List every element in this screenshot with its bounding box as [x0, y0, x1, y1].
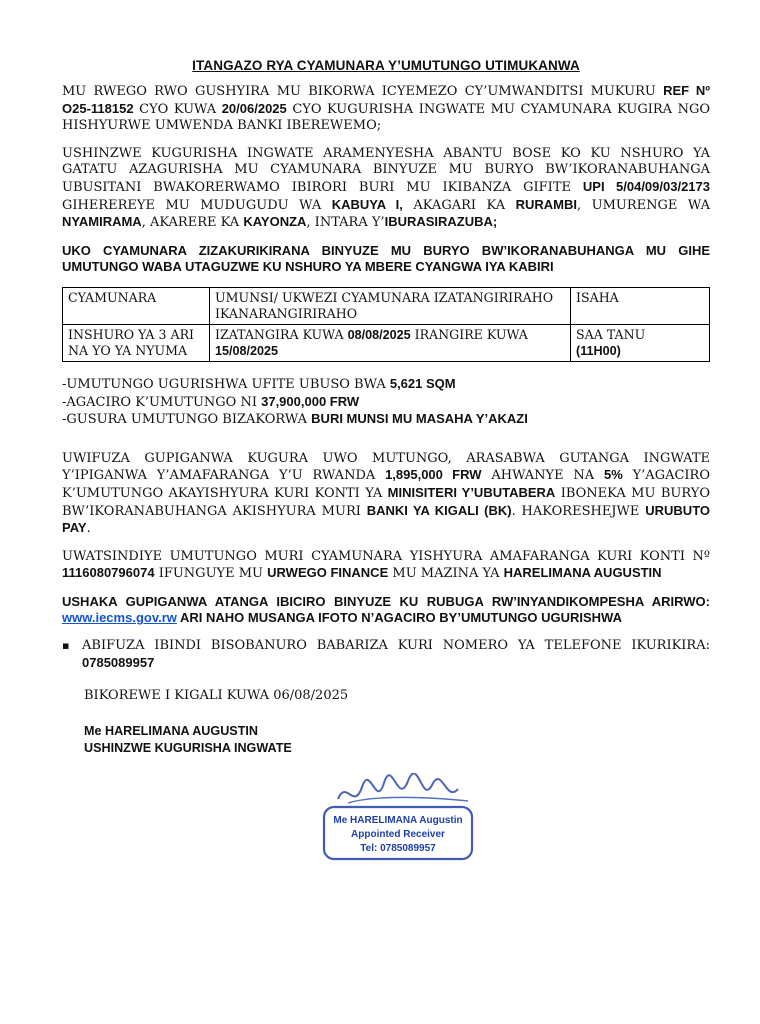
auction-schedule-table — [62, 287, 710, 362]
paragraph-winner-payment — [62, 549, 710, 583]
table-cell-dates — [210, 324, 571, 361]
deposit-amount: 1,895,000 FRW — [385, 467, 482, 483]
dates-text-2: IRANGIRE KUWA — [410, 326, 528, 342]
cell-name: RURAMBI — [515, 196, 577, 212]
start-date: 08/08/2025 — [347, 327, 411, 342]
table-cell-round: INSHURO YA 3 ARI NA YO YA NYUMA — [63, 324, 210, 361]
fact-area — [62, 376, 710, 394]
paragraph-property — [62, 146, 710, 232]
notice-document — [62, 58, 710, 757]
table-cell-time — [571, 324, 710, 361]
deposit-text-4: IBONEKA MU BURYO BW’IKORANABUHANGA AKISHYURA MURI — [62, 485, 710, 519]
property-text: USHINZWE KUGURISHA INGWATE ARAMENYESHA ABANTU BOSE KO KU NSHURO YA GATATU AZAGURISHA MU CYAMUNARA BINYUZE MU BURYO BW’IKORANABUHANGA UBUSITANI BWAKORERWAMO IBIRORI BURI MU IKIBANZA GIFITE — [62, 145, 710, 195]
phone-number: 0785089957 — [82, 654, 155, 670]
province-name: IBURASIRAZUBA; — [384, 214, 498, 230]
fact-value-amount: 37,900,000 FRW — [261, 393, 360, 409]
fact-visit-label: -GUSURA UMUTUNGO BIZAKORWA — [62, 412, 312, 428]
bullet-icon: ▪ — [62, 639, 70, 653]
time-value: (11H00) — [576, 343, 621, 358]
stamp-seal — [324, 773, 472, 859]
property-text-5: , AKARERE KA — [141, 215, 244, 231]
table-header-dates: UMUNSI/ UKWEZI CYAMUNARA IZATANGIRIRAHO IKANARANGIRIRAHO — [210, 287, 571, 324]
paragraph-deposit — [62, 451, 710, 538]
winner-text: UWATSINDIYE UMUTUNGO MURI CYAMUNARA YISHYURA AMAFARANGA KURI KONTI Nº — [62, 548, 710, 564]
winner-text-2: IFUNGUYE MU — [154, 566, 268, 582]
signature-underline — [348, 797, 468, 803]
property-facts — [62, 376, 710, 429]
village-name: KABUYA I, — [331, 196, 403, 212]
paragraph-intro — [62, 83, 710, 135]
account-number: 1116080796074 — [62, 565, 155, 581]
deposit-text-5: . HAKORESHEJWE — [511, 503, 646, 519]
deposit-text: UWIFUZA GUPIGANWA KUGURA UWO MUTUNGO, ARASABWA GUTANGA INGWATE Y’IPIGANWA Y’AMAFARANGA Y’U RWANDA — [62, 450, 710, 484]
time-text: SAA TANU — [576, 326, 646, 342]
official-stamp — [318, 773, 478, 865]
fact-value — [62, 394, 710, 412]
deposit-text-2: AHWANYE NA — [481, 468, 604, 484]
table-row — [63, 324, 710, 361]
signature-scribble — [338, 773, 458, 799]
property-text-2: GIHEREREYE MU MUDUGUDU WA — [62, 197, 332, 213]
ref-number: REF Nº O25-118152 — [62, 83, 710, 116]
table-header-time: ISAHA — [571, 287, 710, 324]
intro-text-3: CYO KUGURISHA INGWATE MU CYAMUNARA KUGIRA NGO HISHYURWE UMWENDA BANKI IBEREWEMO; — [62, 101, 711, 134]
fact-area-label: -UMUTUNGO UGURISHWA UFITE UBUSO BWA — [62, 376, 390, 392]
intro-text-2: CYO KUWA — [133, 101, 222, 117]
signatory-name: Me HARELIMANA AUGUSTIN — [84, 724, 258, 739]
stamp-line-2: Appointed Receiver — [351, 829, 445, 840]
bullet-text — [82, 638, 710, 672]
property-text-4: , UMURENGE WA — [576, 197, 710, 213]
decision-date: 20/06/2025 — [221, 100, 287, 116]
district-name: KAYONZA — [243, 214, 307, 230]
bullet-label: ABIFUZA IBINDI BISOBANURO BABARIZA KURI NOMERO YA TELEFONE IKURIKIRA: — [82, 638, 710, 654]
fact-value-label: -AGACIRO K’UMUTUNGO NI — [62, 394, 262, 410]
end-date: 15/08/2025 — [215, 343, 279, 358]
deposit-text-6: . — [86, 521, 91, 537]
notice-title: ITANGAZO RYA CYAMUNARA Y’UMUTUNGO UTIMUKANWA — [192, 58, 580, 73]
signature-date: BIKOREWE I KIGALI KUWA 06/08/2025 — [84, 688, 349, 704]
signature-block — [84, 723, 710, 757]
payment-platform: URUBUTO PAY — [62, 502, 711, 536]
sector-name: NYAMIRAMA — [62, 214, 142, 230]
fact-visit — [62, 411, 710, 429]
bidding-text-2: ARI NAHO MUSANGA IFOTO N’AGACIRO BY’UMUTUNGO UGURISHWA — [176, 610, 622, 626]
paragraph-bidding — [62, 594, 710, 627]
upi-number: UPI 5/04/09/03/2173 — [582, 178, 710, 194]
deposit-percent: 5% — [604, 467, 623, 483]
signatory-role: USHINZWE KUGURISHA INGWATE — [84, 741, 292, 756]
fact-area-value: 5,621 SQM — [389, 375, 456, 391]
bank-name: BANKI YA KIGALI (BK) — [366, 502, 512, 518]
property-text-3: AKAGARI KA — [402, 197, 516, 213]
stamp-line-1: Me HARELIMANA Augustin — [333, 815, 463, 826]
bidding-text: USHAKA GUPIGANWA ATANGA IBICIRO BINYUZE KU RUBUGA RW’INYANDIKOMPESHA ARIRWO: — [62, 593, 710, 609]
deposit-text-3: Y’AGACIRO K’UMUTUNGO AKAYISHYURA KURI KONTI YA — [62, 468, 711, 501]
stamp-line-3: Tel: 0785089957 — [360, 843, 436, 854]
dates-text: IZATANGIRA KUWA — [215, 326, 348, 342]
winner-text-3: MU MAZINA YA — [388, 566, 504, 582]
table-header-row — [63, 287, 710, 324]
property-text-6: , INTARA Y’ — [306, 215, 385, 231]
paragraph-schedule-intro: UKO CYAMUNARA ZIZAKURIKIRANA BINYUZE MU BURYO BW’IKORANABUHANGA MU GIHE UMUTUNGO WABA UTAGUZWE KU NSHURO YA MBERE CYANGWA IYA KABIRI — [62, 242, 710, 275]
account-holder: HARELIMANA AUGUSTIN — [503, 565, 662, 581]
intro-text: MU RWEGO RWO GUSHYIRA MU BIKORWA ICYEMEZO CY’UMWANDITSI MUKURU — [62, 84, 664, 99]
iecms-link[interactable]: www.iecms.gov.rw — [62, 610, 177, 626]
fact-visit-value: BURI MUNSI MU MASAHA Y’AKAZI — [311, 411, 528, 427]
info-bullet — [62, 638, 710, 672]
table-header-auction: CYAMUNARA — [63, 287, 210, 324]
ministry-name: MINISITERI Y’UBUTABERA — [387, 484, 556, 500]
finance-name: URWEGO FINANCE — [267, 565, 389, 581]
